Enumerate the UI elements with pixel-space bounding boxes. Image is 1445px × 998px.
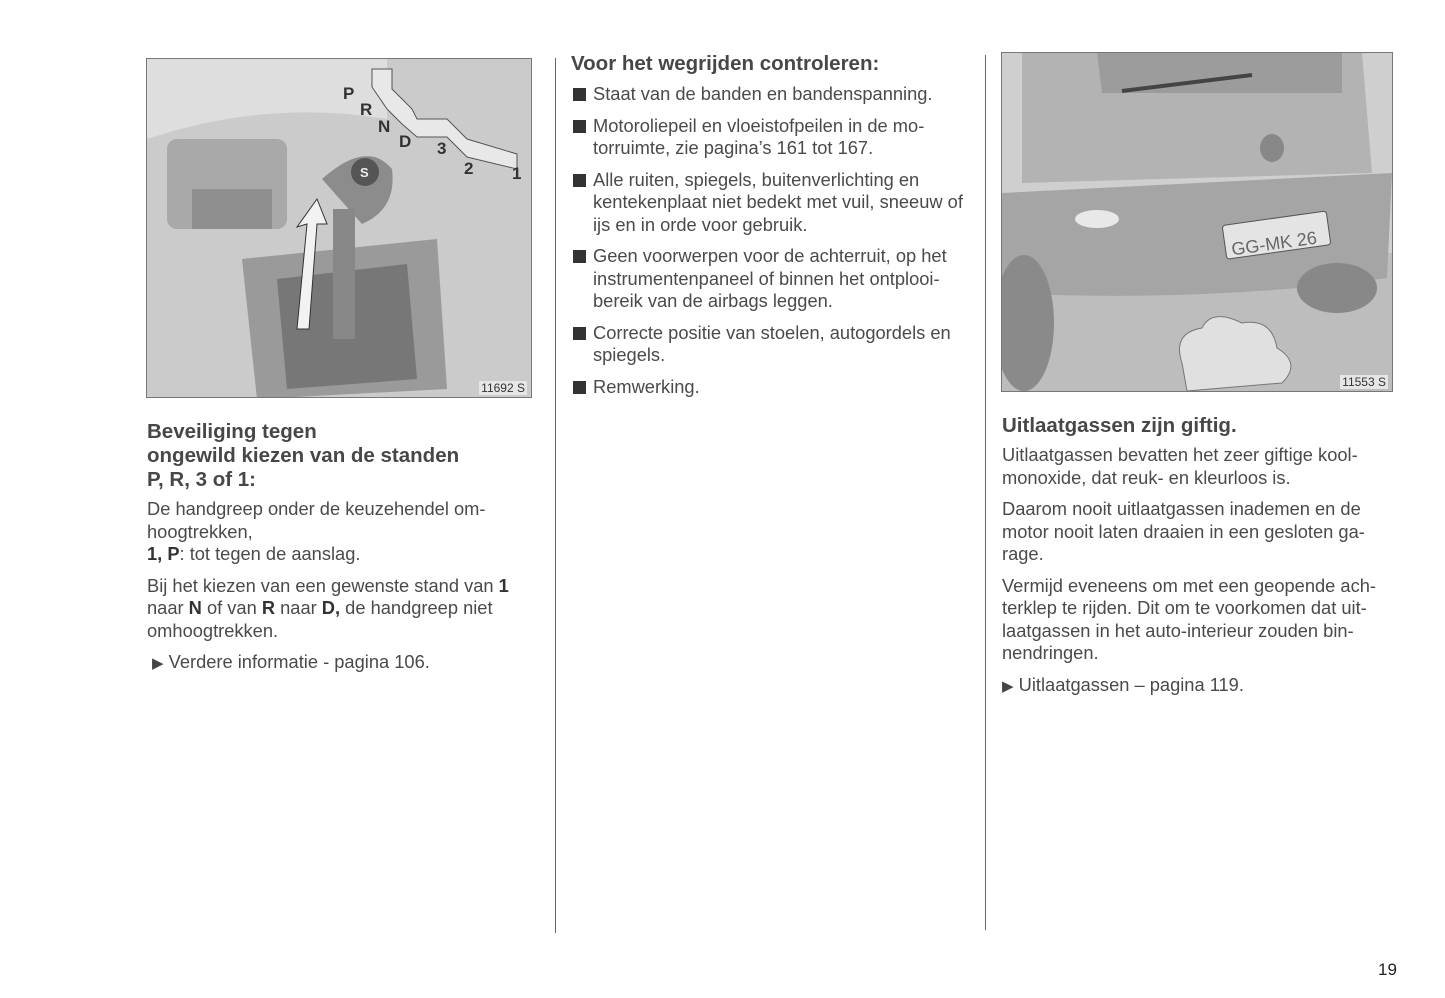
text: Bij het kiezen van een gewenste stand van xyxy=(147,574,499,596)
figure-number: 11692 S xyxy=(481,381,525,395)
item-text: Remwerking. xyxy=(593,375,700,397)
gear-label-n: N xyxy=(378,117,391,136)
paragraph xyxy=(147,575,537,643)
text: of van xyxy=(201,597,262,618)
heading-line: P, R, 3 of 1: xyxy=(147,468,256,491)
paragraph: Daarom nooit uitlaatgassen inademen en de motor nooit laten draaien in een gesloten ga-rage. xyxy=(1002,498,1365,564)
bold-text: 1, P xyxy=(147,543,180,564)
knob-label: S xyxy=(360,165,369,180)
car-exhaust-illustration xyxy=(1001,52,1393,392)
item-text: Correcte positie van stoelen, autogordels en spiegels. xyxy=(593,321,951,365)
item-text: Geen voorwerpen voor de achterruit, op het instrumentenpaneel of binnen het ontplooi-bereik van de airbags leggen. xyxy=(593,245,947,311)
paragraph: Vermijd eveneens om met een geopende ach-terklep te rijden. Dit om te voorkomen dat uit-laatgassen in het auto-interieur zouden bin-nendringen. xyxy=(1002,574,1376,663)
gear-label-r: R xyxy=(360,100,373,119)
gear-label-d: D xyxy=(399,132,412,151)
item-text: Alle ruiten, spiegels, buitenverlichting en kentekenplaat niet bedekt met vuil, sneeuw of ijs en in orde voor gebruik. xyxy=(593,168,963,235)
bold-text: 1 xyxy=(498,574,509,596)
checklist-item xyxy=(571,245,966,313)
bold-text: D, xyxy=(321,597,341,618)
checklist-item xyxy=(571,83,966,106)
reference-text: Verdere informatie - pagina 106. xyxy=(168,651,430,672)
text: hoogtrekken, xyxy=(147,520,253,542)
paragraph: Uitlaatgassen bevatten het zeer giftige kool-monoxide, dat reuk- en kleurloos is. xyxy=(1002,444,1358,488)
square-bullet-icon xyxy=(573,250,586,263)
square-bullet-icon xyxy=(573,174,586,187)
square-bullet-icon xyxy=(573,120,586,133)
heading-line: Beveiliging tegen xyxy=(147,420,317,443)
reference-text: Uitlaatgassen – pagina 119. xyxy=(1018,673,1244,695)
text: De handgreep onder de keuzehendel om- xyxy=(147,498,486,519)
bold-text: R xyxy=(261,597,276,618)
paragraph xyxy=(147,498,537,566)
license-plate-text: GG-MK 26 xyxy=(1230,227,1319,260)
square-bullet-icon xyxy=(573,381,586,394)
text: naar xyxy=(147,597,189,618)
gear-label-3: 3 xyxy=(437,139,447,158)
checklist-item xyxy=(571,322,966,367)
square-bullet-icon xyxy=(573,327,586,340)
reference-link[interactable] xyxy=(1002,674,1397,699)
column-divider xyxy=(985,55,986,930)
section-heading-shift-lock xyxy=(147,420,537,492)
reference-link[interactable] xyxy=(152,651,537,676)
text: naar xyxy=(275,597,322,618)
left-column xyxy=(147,420,537,685)
middle-column xyxy=(571,52,966,407)
gear-selector-illustration xyxy=(146,58,532,398)
page-number: 19 xyxy=(1378,960,1397,979)
checklist-item xyxy=(571,376,966,399)
gear-label-p: P xyxy=(343,84,355,103)
bold-text: N xyxy=(188,597,202,618)
text: omhoogtrekken. xyxy=(147,619,279,641)
item-text: Motoroliepeil en vloeistofpeilen in de mo-torruimte, zie pagina’s 161 tot 167. xyxy=(593,114,925,158)
square-bullet-icon xyxy=(573,88,586,101)
gear-label-2: 2 xyxy=(464,159,474,178)
section-heading-checks: Voor het wegrijden controleren: xyxy=(571,52,880,75)
gear-label-1: 1 xyxy=(512,164,522,183)
text: : tot tegen de aanslag. xyxy=(179,543,361,564)
heading-line: ongewild kiezen van de standen xyxy=(147,444,460,467)
checklist-item xyxy=(571,169,966,237)
column-divider xyxy=(555,58,556,933)
item-text: Staat van de banden en bandenspanning. xyxy=(593,83,933,104)
text: de handgreep niet xyxy=(340,597,493,618)
gear-selector-drawing xyxy=(147,59,531,397)
section-heading-exhaust: Uitlaatgassen zijn giftig. xyxy=(1002,414,1237,437)
car-rear-drawing xyxy=(1002,53,1392,391)
figure-number: 11553 S xyxy=(1342,375,1386,389)
arrow-right-icon: ▶ xyxy=(152,655,164,672)
right-column xyxy=(1002,414,1397,707)
arrow-right-icon: ▶ xyxy=(1002,677,1014,695)
checklist-item xyxy=(571,115,966,160)
